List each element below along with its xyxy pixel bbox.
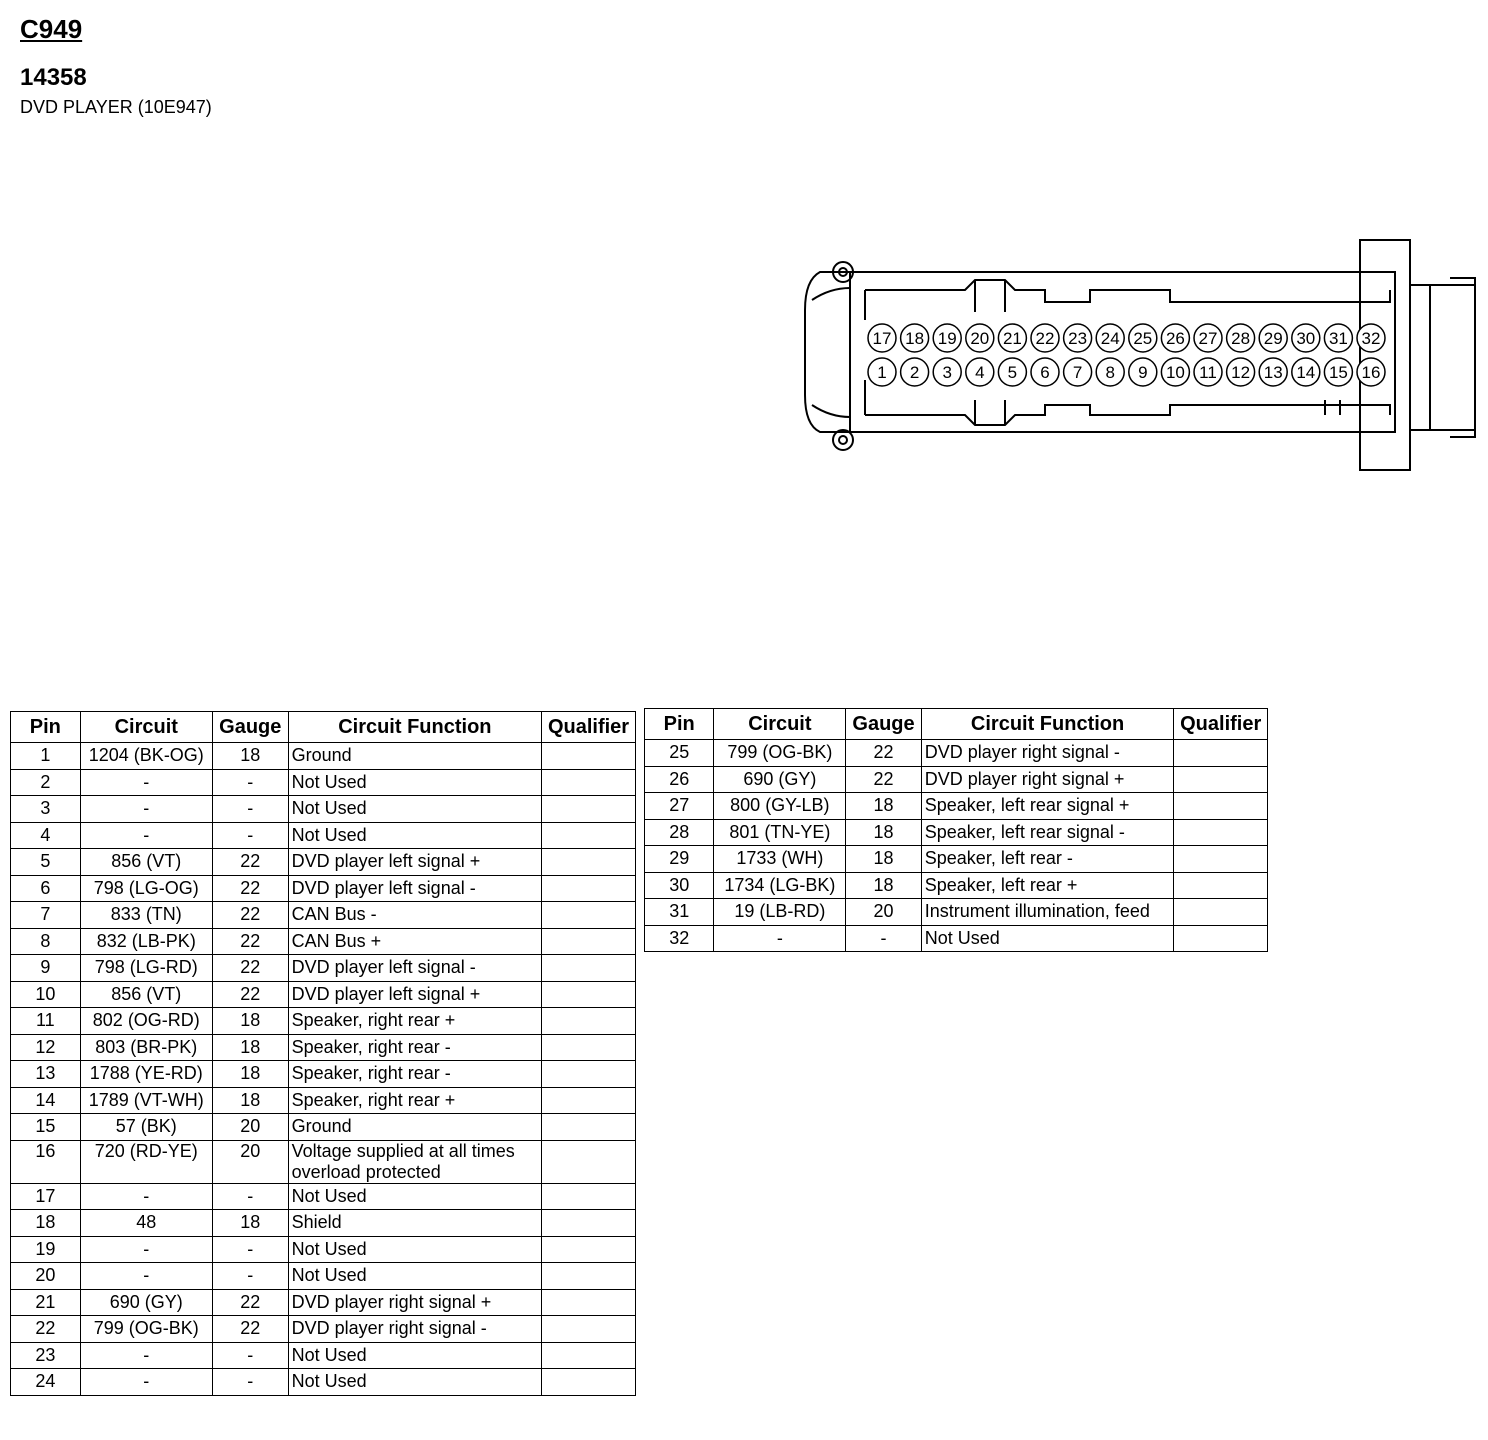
pin-circles [868,324,1385,386]
connector-face-diagram [790,230,1480,475]
circuit-cell: 799 (OG-BK) [714,740,846,767]
pin-cell: 14 [11,1087,81,1114]
gauge-cell: 22 [212,902,288,929]
table-row [11,902,636,929]
qualifier-cell [542,1008,636,1035]
circuit-cell: 1789 (VT-WH) [80,1087,212,1114]
table-row [11,1061,636,1088]
pin-number: 10 [1165,363,1185,382]
qualifier-cell [542,1369,636,1396]
pin-number: 31 [1328,329,1348,348]
gauge-cell: 18 [846,793,921,820]
table-row [11,822,636,849]
qualifier-cell [542,1210,636,1237]
function-cell: DVD player left signal - [288,955,541,982]
qualifier-cell [542,822,636,849]
gauge-cell: 18 [212,1061,288,1088]
pinout-table-right [644,708,1268,952]
function-cell: Not Used [921,925,1174,952]
table-row [11,1034,636,1061]
circuit-cell: 1734 (LG-BK) [714,872,846,899]
function-cell: DVD player right signal - [921,740,1174,767]
gauge-cell: 22 [212,1289,288,1316]
table-row [11,796,636,823]
pin-number: 17 [872,329,892,348]
gauge-cell: 18 [212,743,288,770]
circuit-cell: 856 (VT) [80,981,212,1008]
col-header-function: Circuit Function [921,709,1174,740]
function-cell: Speaker, right rear - [288,1034,541,1061]
table-row [11,928,636,955]
circuit-cell: 833 (TN) [80,902,212,929]
pin-cell: 19 [11,1236,81,1263]
pin-cell: 32 [645,925,714,952]
pin-cell: 17 [11,1183,81,1210]
gauge-cell: 18 [212,1087,288,1114]
pin-cell: 25 [645,740,714,767]
pin-number: 20 [970,329,990,348]
qualifier-cell [1174,899,1268,926]
qualifier-cell [1174,846,1268,873]
gauge-cell: 22 [212,1316,288,1343]
qualifier-cell [542,1342,636,1369]
pin-cell: 13 [11,1061,81,1088]
pin-number: 2 [909,363,920,382]
pin-number: 3 [942,363,952,382]
table-row [645,740,1268,767]
qualifier-cell [542,769,636,796]
table-row [645,925,1268,952]
gauge-cell: 18 [212,1210,288,1237]
pin-number: 5 [1007,363,1018,382]
gauge-cell: 22 [212,981,288,1008]
qualifier-cell [542,1061,636,1088]
circuit-cell: 801 (TN-YE) [714,819,846,846]
pin-cell: 4 [11,822,81,849]
table-row [11,875,636,902]
circuit-cell: - [80,1236,212,1263]
table-row [11,1316,636,1343]
qualifier-cell [542,1140,636,1183]
function-cell: Not Used [288,1236,541,1263]
function-cell: CAN Bus - [288,902,541,929]
function-cell: DVD player right signal - [288,1316,541,1343]
table-row [11,981,636,1008]
pin-cell: 28 [645,819,714,846]
function-line: overload protected [291,1161,441,1182]
pin-cell: 22 [11,1316,81,1343]
function-cell: Not Used [288,1263,541,1290]
table-header-row [11,712,636,743]
part-number: 14358 [20,64,87,91]
pin-cell: 11 [11,1008,81,1035]
col-header-function: Circuit Function [288,712,541,743]
connector-description: DVD PLAYER (10E947) [20,97,212,117]
function-cell: Not Used [288,1342,541,1369]
qualifier-cell [542,981,636,1008]
function-cell: Not Used [288,822,541,849]
gauge-cell: 22 [212,849,288,876]
gauge-cell: - [212,1263,288,1290]
circuit-cell: 690 (GY) [80,1289,212,1316]
function-cell: Not Used [288,769,541,796]
col-header-gauge: Gauge [846,709,921,740]
circuit-cell: 690 (GY) [714,766,846,793]
table-row [11,1342,636,1369]
col-header-pin: Pin [11,712,81,743]
pin-cell: 30 [645,872,714,899]
pin-cell: 6 [11,875,81,902]
gauge-cell: 22 [212,955,288,982]
pin-cell: 21 [11,1289,81,1316]
function-cell: CAN Bus + [288,928,541,955]
circuit-cell: - [80,1342,212,1369]
pin-cell: 18 [11,1210,81,1237]
circuit-cell: 19 (LB-RD) [714,899,846,926]
pin-number: 24 [1100,329,1120,348]
qualifier-cell [542,1087,636,1114]
table-row [645,899,1268,926]
pin-cell: 10 [11,981,81,1008]
gauge-cell: 18 [212,1034,288,1061]
function-cell: DVD player right signal + [288,1289,541,1316]
qualifier-cell [542,1289,636,1316]
gauge-cell: - [212,822,288,849]
qualifier-cell [542,1236,636,1263]
pin-number: 1 [877,363,887,382]
pin-cell: 5 [11,849,81,876]
circuit-cell: - [80,769,212,796]
function-cell: DVD player left signal + [288,981,541,1008]
pin-number: 9 [1138,363,1148,382]
pin-number: 12 [1231,363,1251,382]
table-row [11,1210,636,1237]
qualifier-cell [542,955,636,982]
table-row [11,1140,636,1183]
circuit-cell: - [80,822,212,849]
gauge-cell: - [212,1342,288,1369]
gauge-cell: 20 [212,1114,288,1141]
qualifier-cell [1174,872,1268,899]
table-row [11,769,636,796]
table-row [11,1183,636,1210]
qualifier-cell [542,928,636,955]
pin-cell: 24 [11,1369,81,1396]
gauge-cell: 22 [846,740,921,767]
gauge-cell: 22 [846,766,921,793]
circuit-cell: 1788 (YE-RD) [80,1061,212,1088]
table-row [645,766,1268,793]
pin-cell: 12 [11,1034,81,1061]
circuit-cell: 856 (VT) [80,849,212,876]
function-cell: Speaker, left rear - [921,846,1174,873]
pin-cell: 9 [11,955,81,982]
pin-number: 7 [1072,363,1083,382]
qualifier-cell [542,1114,636,1141]
pin-cell: 20 [11,1263,81,1290]
function-cell: Shield [288,1210,541,1237]
qualifier-cell [1174,740,1268,767]
pin-cell: 23 [11,1342,81,1369]
function-cell: Speaker, right rear + [288,1008,541,1035]
pin-number: 18 [905,329,925,348]
function-line: Voltage supplied at all times [291,1140,515,1161]
qualifier-cell [542,796,636,823]
gauge-cell: 18 [212,1008,288,1035]
circuit-cell: 803 (BR-PK) [80,1034,212,1061]
circuit-cell: 798 (LG-RD) [80,955,212,982]
pin-number: 22 [1035,329,1055,348]
pin-cell: 8 [11,928,81,955]
circuit-cell: 57 (BK) [80,1114,212,1141]
function-cell: Speaker, left rear signal - [921,819,1174,846]
circuit-cell: 798 (LG-OG) [80,875,212,902]
pin-cell: 1 [11,743,81,770]
col-header-circuit: Circuit [714,709,846,740]
circuit-cell: - [80,796,212,823]
qualifier-cell [542,849,636,876]
pin-cell: 2 [11,769,81,796]
pin-cell: 16 [11,1140,81,1183]
function-cell [288,1140,541,1183]
circuit-cell: 800 (GY-LB) [714,793,846,820]
function-cell: Not Used [288,796,541,823]
function-cell: Speaker, right rear - [288,1061,541,1088]
table-row [11,849,636,876]
pin-number: 25 [1133,329,1153,348]
gauge-cell: - [212,769,288,796]
gauge-cell: 22 [212,875,288,902]
circuit-cell: 1204 (BK-OG) [80,743,212,770]
col-header-circuit: Circuit [80,712,212,743]
function-cell: DVD player left signal + [288,849,541,876]
gauge-cell: - [212,1183,288,1210]
pin-number: 32 [1361,329,1381,348]
pin-cell: 15 [11,1114,81,1141]
gauge-cell: - [846,925,921,952]
circuit-cell: 1733 (WH) [714,846,846,873]
table-row [11,1289,636,1316]
qualifier-cell [542,1183,636,1210]
pin-number: 16 [1361,363,1381,382]
function-cell: Ground [288,743,541,770]
pin-number: 14 [1296,363,1316,382]
qualifier-cell [542,902,636,929]
table-row [11,743,636,770]
pin-cell: 31 [645,899,714,926]
function-cell: Not Used [288,1183,541,1210]
pin-number: 19 [937,329,957,348]
pin-number: 28 [1231,329,1251,348]
pin-cell: 29 [645,846,714,873]
pin-number: 27 [1198,329,1218,348]
circuit-cell: - [714,925,846,952]
pin-number: 4 [975,363,985,382]
circuit-cell: 832 (LB-PK) [80,928,212,955]
circuit-cell: - [80,1183,212,1210]
qualifier-cell [1174,925,1268,952]
gauge-cell: 22 [212,928,288,955]
pin-number: 11 [1199,363,1217,382]
pin-number: 23 [1068,329,1088,348]
function-cell: Not Used [288,1369,541,1396]
qualifier-cell [542,1263,636,1290]
function-cell: Speaker, right rear + [288,1087,541,1114]
gauge-cell: - [212,796,288,823]
table-row [11,1263,636,1290]
function-cell: Ground [288,1114,541,1141]
circuit-cell: 802 (OG-RD) [80,1008,212,1035]
qualifier-cell [542,743,636,770]
pin-cell: 7 [11,902,81,929]
circuit-cell: 720 (RD-YE) [80,1140,212,1183]
col-header-qualifier: Qualifier [542,712,636,743]
table-row [11,1114,636,1141]
function-cell: Instrument illumination, feed [921,899,1174,926]
qualifier-cell [542,1316,636,1343]
gauge-cell: 18 [846,872,921,899]
col-header-pin: Pin [645,709,714,740]
pin-number: 15 [1328,363,1348,382]
circuit-cell: 799 (OG-BK) [80,1316,212,1343]
table-row [11,1369,636,1396]
gauge-cell: - [212,1369,288,1396]
gauge-cell: 20 [846,899,921,926]
table-row [11,1087,636,1114]
qualifier-cell [542,1034,636,1061]
gauge-cell: - [212,1236,288,1263]
col-header-qualifier: Qualifier [1174,709,1268,740]
function-cell: Speaker, left rear + [921,872,1174,899]
pin-number: 21 [1002,329,1022,348]
pin-cell: 26 [645,766,714,793]
table-row [645,793,1268,820]
circuit-cell: 48 [80,1210,212,1237]
pin-cell: 27 [645,793,714,820]
qualifier-cell [1174,819,1268,846]
function-cell: DVD player right signal + [921,766,1174,793]
table-row [11,1008,636,1035]
gauge-cell: 18 [846,846,921,873]
table-row [645,872,1268,899]
circuit-cell: - [80,1369,212,1396]
table-row [11,1236,636,1263]
function-cell: DVD player left signal - [288,875,541,902]
table-row [645,846,1268,873]
table-header-row [645,709,1268,740]
table-row [11,955,636,982]
pin-number: 13 [1263,363,1283,382]
circuit-cell: - [80,1263,212,1290]
gauge-cell: 18 [846,819,921,846]
gauge-cell: 20 [212,1140,288,1183]
function-cell: Speaker, left rear signal + [921,793,1174,820]
pin-number: 8 [1105,363,1115,382]
qualifier-cell [1174,766,1268,793]
pin-number: 26 [1165,329,1185,348]
col-header-gauge: Gauge [212,712,288,743]
table-row [645,819,1268,846]
pin-cell: 3 [11,796,81,823]
pin-number: 29 [1263,329,1283,348]
pinout-table-left [10,711,636,1396]
qualifier-cell [542,875,636,902]
pin-number: 30 [1296,329,1316,348]
pin-number: 6 [1040,363,1050,382]
qualifier-cell [1174,793,1268,820]
connector-id: C949 [20,14,83,44]
